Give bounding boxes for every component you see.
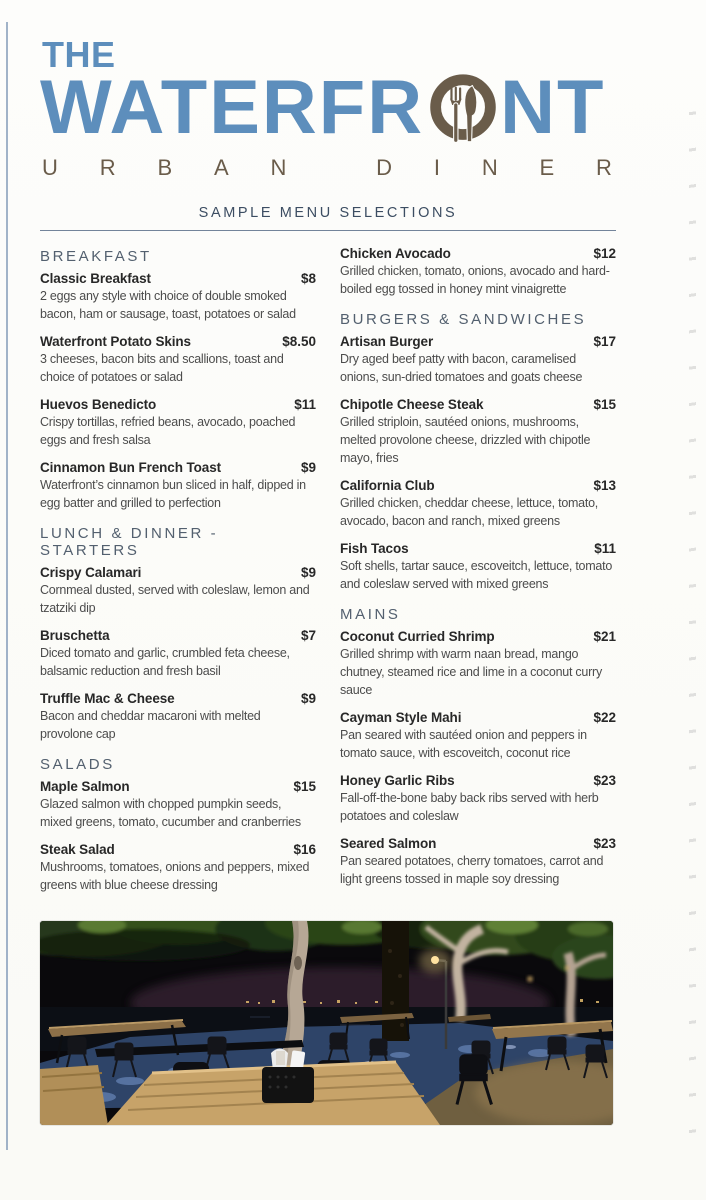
menu-item-header [340, 629, 616, 644]
item-description: Pan seared potatoes, cherry tomatoes, carrot and light greens tossed in maple soy dressing [340, 854, 604, 887]
brand-the: THE [42, 34, 116, 75]
item-price: $9 [300, 565, 316, 581]
item-price: $22 [593, 710, 616, 726]
menu-item-header [40, 628, 316, 643]
item-description: Waterfront’s cinnamon bun sliced in half, dipped in egg batter and grilled to perfection [40, 478, 306, 511]
brand-wordmark [40, 65, 616, 151]
item-description: Crispy tortillas, refried beans, avocado, poached eggs and fresh salsa [40, 415, 296, 448]
item-price: $17 [593, 334, 616, 350]
item-description: 3 cheeses, bacon bits and scallions, toast and choice of potatoes or salad [40, 352, 284, 385]
brand-subtitle-letter: E [539, 155, 555, 181]
item-price: $8 [300, 271, 316, 287]
brand-subtitle-letter: U [42, 155, 58, 181]
menu-item [340, 334, 616, 386]
item-price: $11 [594, 541, 616, 557]
item-price: $16 [293, 842, 316, 858]
menu-item [340, 397, 616, 467]
menu-item-header [40, 271, 316, 286]
brand-subtitle-letter: N [481, 155, 498, 181]
item-description: Grilled chicken, tomato, onions, avocado and hard-boiled egg tossed in honey mint vinaigrette [340, 264, 610, 297]
item-description: Cornmeal dusted, served with coleslaw, lemon and tzatziki dip [40, 583, 310, 616]
menu-item-header [340, 773, 616, 788]
menu-item-header [340, 397, 616, 412]
brand-subtitle-letter [328, 155, 334, 181]
item-name: Coconut Curried Shrimp [340, 629, 495, 645]
waterfront-patio-photo [40, 921, 613, 1125]
menu-item [340, 246, 616, 298]
menu-item [340, 710, 616, 762]
menu-item-header [340, 541, 616, 556]
spiral-binding-marks [689, 86, 696, 1160]
item-description: Bacon and cheddar macaroni with melted provolone cap [40, 709, 261, 742]
section-header: BREAKFAST [40, 248, 152, 266]
item-price: $15 [593, 397, 616, 413]
brand-subtitle [42, 155, 612, 181]
menu-item-header [40, 842, 316, 857]
wordmark-left: WATERFR [40, 65, 425, 151]
item-price: $8.50 [282, 334, 316, 350]
menu-item-header [340, 334, 616, 349]
item-price: $21 [593, 629, 616, 645]
item-price: $9 [300, 460, 316, 476]
brand-subtitle-letter: A [213, 155, 229, 181]
item-price: $15 [293, 779, 316, 795]
item-name: Truffle Mac & Cheese [40, 691, 175, 707]
menu-item-header [40, 691, 316, 706]
item-description: Glazed salmon with chopped pumpkin seeds, mixed greens, tomato, cucumber and cranberries [40, 797, 301, 830]
menu-item-header [40, 565, 316, 580]
menu-title: SAMPLE MENU SELECTIONS [198, 205, 458, 222]
item-name: Seared Salmon [340, 836, 437, 852]
menu-item-header [40, 334, 316, 349]
item-name: Cinnamon Bun French Toast [40, 460, 222, 476]
menu-column-left [40, 246, 316, 905]
fork-knife-circle-icon [427, 74, 499, 146]
wordmark-right: NT [500, 65, 606, 151]
item-name: Cayman Style Mahi [340, 710, 462, 726]
item-description: Fall-off-the-bone baby back ribs served with herb potatoes and coleslaw [340, 791, 599, 824]
header-rule [40, 230, 616, 231]
menu-item [340, 773, 616, 825]
brand-subtitle-letter: D [376, 155, 393, 181]
menu-item [40, 779, 316, 831]
section-header: SALADS [40, 756, 115, 774]
item-name: Waterfront Potato Skins [40, 334, 191, 350]
menu-item-header [340, 836, 616, 851]
menu-item [40, 565, 316, 617]
item-description: Pan seared with sautéed onion and peppers in tomato sauce, with escoveitch, coconut rice [340, 728, 587, 761]
menu-item-header [340, 478, 616, 493]
menu-columns [40, 246, 616, 905]
section-header: MAINS [340, 606, 401, 624]
menu-item-header [340, 246, 616, 261]
menu-item [340, 836, 616, 888]
item-name: Huevos Benedicto [40, 397, 157, 413]
brand-subtitle-letter: R [99, 155, 116, 181]
item-name: California Club [340, 478, 435, 494]
menu-item [340, 629, 616, 699]
item-price: $9 [300, 691, 316, 707]
item-price: $23 [593, 836, 616, 852]
menu-item-header [40, 397, 316, 412]
menu-item [40, 271, 316, 323]
item-price: $11 [294, 397, 316, 413]
brand-subtitle-letter: R [596, 155, 612, 181]
item-name: Bruschetta [40, 628, 110, 644]
page-edge-line [6, 22, 8, 1150]
menu-item [340, 541, 616, 593]
menu-item-header [340, 710, 616, 725]
menu-item-header [40, 779, 316, 794]
item-name: Classic Breakfast [40, 271, 151, 287]
item-name: Chipotle Cheese Steak [340, 397, 484, 413]
item-description: Grilled chicken, cheddar cheese, lettuce, tomato, avocado, bacon and ranch, mixed greens [340, 496, 599, 529]
brand-subtitle-letter: N [270, 155, 287, 181]
section-header: LUNCH & DINNER - STARTERS [40, 525, 219, 560]
item-price: $12 [593, 246, 616, 262]
item-price: $13 [593, 478, 616, 494]
menu-item-header [40, 460, 316, 475]
menu-item [40, 397, 316, 449]
item-description: Mushrooms, tomatoes, onions and peppers, mixed greens with blue cheese dressing [40, 860, 310, 893]
brand-subtitle-letter: I [433, 155, 440, 181]
menu-item [40, 334, 316, 386]
item-description: Grilled shrimp with warm naan bread, mango chutney, steamed rice and lime in a coconut curry sauce [340, 647, 602, 698]
item-name: Crispy Calamari [40, 565, 142, 581]
menu-item [340, 478, 616, 530]
item-description: Grilled striploin, sautéed onions, mushrooms, melted provolone cheese, drizzled with chipotle mayo, fries [340, 415, 591, 466]
menu-column-right [340, 246, 616, 905]
item-name: Fish Tacos [340, 541, 409, 557]
item-name: Maple Salmon [40, 779, 130, 795]
brand-subtitle-letter: B [157, 155, 173, 181]
menu-item [40, 842, 316, 894]
item-description: Soft shells, tartar sauce, escoveitch, lettuce, tomato and coleslaw served with mixed greens [340, 559, 613, 592]
item-price: $7 [300, 628, 316, 644]
brand-logo [40, 34, 616, 181]
menu-item [40, 628, 316, 680]
item-name: Honey Garlic Ribs [340, 773, 455, 789]
section-header: BURGERS & SANDWICHES [340, 311, 587, 329]
menu-content [40, 34, 616, 1125]
item-price: $23 [593, 773, 616, 789]
item-name: Artisan Burger [340, 334, 434, 350]
item-name: Chicken Avocado [340, 246, 451, 262]
item-description: Diced tomato and garlic, crumbled feta cheese, balsamic reduction and fresh basil [40, 646, 290, 679]
item-description: 2 eggs any style with choice of double smoked bacon, ham or sausage, toast, potatoes or salad [40, 289, 296, 322]
item-name: Steak Salad [40, 842, 115, 858]
menu-item [40, 460, 316, 512]
item-description: Dry aged beef patty with bacon, caramelised onions, sun-dried tomatoes and goats cheese [340, 352, 583, 385]
menu-item [40, 691, 316, 743]
